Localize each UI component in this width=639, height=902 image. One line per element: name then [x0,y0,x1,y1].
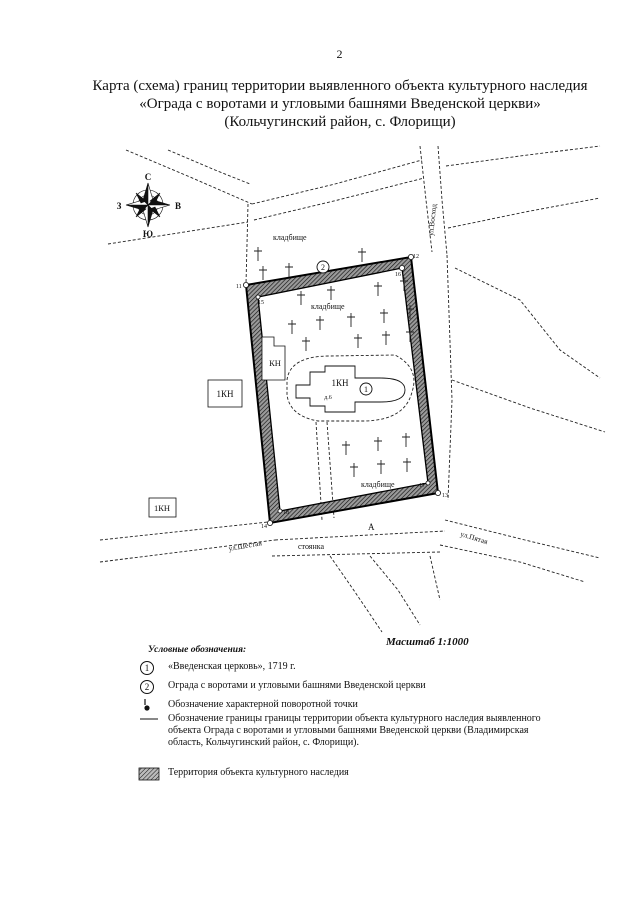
street-pyataya-south-edge [440,545,585,582]
title-line-3: (Кольчугинский район, с. Флорищи) [224,114,456,130]
legend-item-text: Ограда с воротами и угловыми башнями Введенской церкви [168,680,426,691]
title-line-1: Карта (схема) границ территории выявленного объекта культурного наследия [92,78,588,94]
grave-cross-icon [382,331,390,345]
road-northeast-1 [446,146,600,166]
page-title [60,77,620,131]
site-map [0,140,639,645]
street-shestaya-label: ул.Шестая [227,538,263,553]
road-east-1 [452,380,605,432]
turning-point-label: 13 [442,493,448,499]
road-north-edge-2 [254,178,424,220]
church-label: 1КН [331,378,349,388]
turning-point-marker [399,265,404,270]
grave-cross-icon [380,309,388,323]
legend-item-text: «Введенская церковь», 1719 г. [168,661,296,672]
turning-point-label: 14 [261,524,267,530]
road-east-2 [455,268,600,378]
grave-cross-icon [350,463,358,477]
legend-item-text: Обозначение границы границы территории объекта культурного наследия выявленного объекта Ограда с воротами и угловыми башнями Введенской церкви (Владимирская область, Кольчугинский район, с. Флорищи). [168,713,541,748]
street-voskhod-label: ул.Восход [426,203,439,237]
title-line-2: «Ограда с воротами и угловыми башнями Введенской церкви» [139,96,541,112]
legend-circled-number: 2 [140,680,154,694]
building-kn-inner-label: КН [269,358,281,368]
turning-point-label: 15 [258,300,264,306]
turning-point-label: 11 [236,284,242,290]
grave-cross-icon [297,291,305,305]
grave-cross-icon [259,266,267,280]
turning-point-label: 18 [283,510,289,516]
church-marker-number: 1 [364,385,368,394]
cemetery-center-label: кладбище [311,302,345,311]
compass-west-label: З [116,201,122,211]
grave-cross-icon [358,248,366,262]
turning-point-icon [138,699,160,713]
legend-circled-number: 1 [140,661,154,675]
grave-cross-icon [342,441,350,455]
grave-cross-icon [403,458,411,472]
turning-point-label: 17 [419,483,425,489]
turning-point-marker [435,490,440,495]
grave-cross-icon [374,437,382,451]
path-south-1 [330,556,382,632]
gate-letter-label: А [368,522,375,532]
compass-north-label: С [144,172,152,182]
grave-cross-icon [254,247,262,261]
path-northwest-2 [168,150,250,184]
fence-marker-number: 2 [321,263,325,272]
grave-cross-icon [374,282,382,296]
compass-south-label: Ю [142,229,154,239]
grave-cross-icon [288,320,296,334]
boundary-northwest [108,222,248,244]
cemetery-west-edge [246,204,248,284]
street-pyataya-label: ул.Пятая [459,529,489,547]
grave-cross-icon [316,316,324,330]
church-house-number: д.6 [324,395,332,401]
legend-heading: Условные обозначения: [148,645,247,655]
map-scale: Масштаб 1:1000 [386,636,469,648]
road-north-edge-1 [252,160,422,204]
grave-cross-icon [302,337,310,351]
grave-cross-icon [354,334,362,348]
turning-point-marker [267,520,272,525]
cemetery-south-label: кладбище [361,480,395,489]
building-1kn-west-label: 1КН [216,389,234,399]
legend-item-text: Обозначение характерной поворотной точки [168,699,358,710]
street-voskhod-east-edge [438,146,447,255]
grave-cross-icon [402,433,410,447]
grave-cross-icon [347,313,355,327]
road-east-edge [447,255,452,500]
legend-item-text: Территория объекта культурного наследия [168,767,349,778]
parking-north-edge [275,531,445,540]
parking-south-edge [272,552,440,556]
building-1kn-southwest-label: 1КН [153,503,171,513]
turning-point-label: 12 [413,254,419,260]
road-northeast-2 [448,198,600,228]
boundary-line-icon [138,713,160,727]
compass-rose-icon [126,183,170,227]
page-number: 2 [336,47,343,61]
turning-point-marker [243,282,248,287]
path-south-2 [370,556,420,625]
grave-cross-icon [327,286,335,300]
hatched-area-icon [138,767,160,781]
turning-point-marker [426,481,430,485]
path-south-3 [430,556,440,600]
street-shestaya-north-edge [100,522,268,540]
parking-label: стоянка [298,542,325,551]
turning-point-marker [278,509,282,513]
compass-east-label: В [174,201,182,211]
turning-point-label: 16 [395,272,401,278]
grave-cross-icon [377,460,385,474]
cemetery-north-label: кладбище [273,233,307,242]
turning-point-marker [256,295,260,299]
grave-cross-icon [285,263,293,277]
church-building [296,366,405,412]
